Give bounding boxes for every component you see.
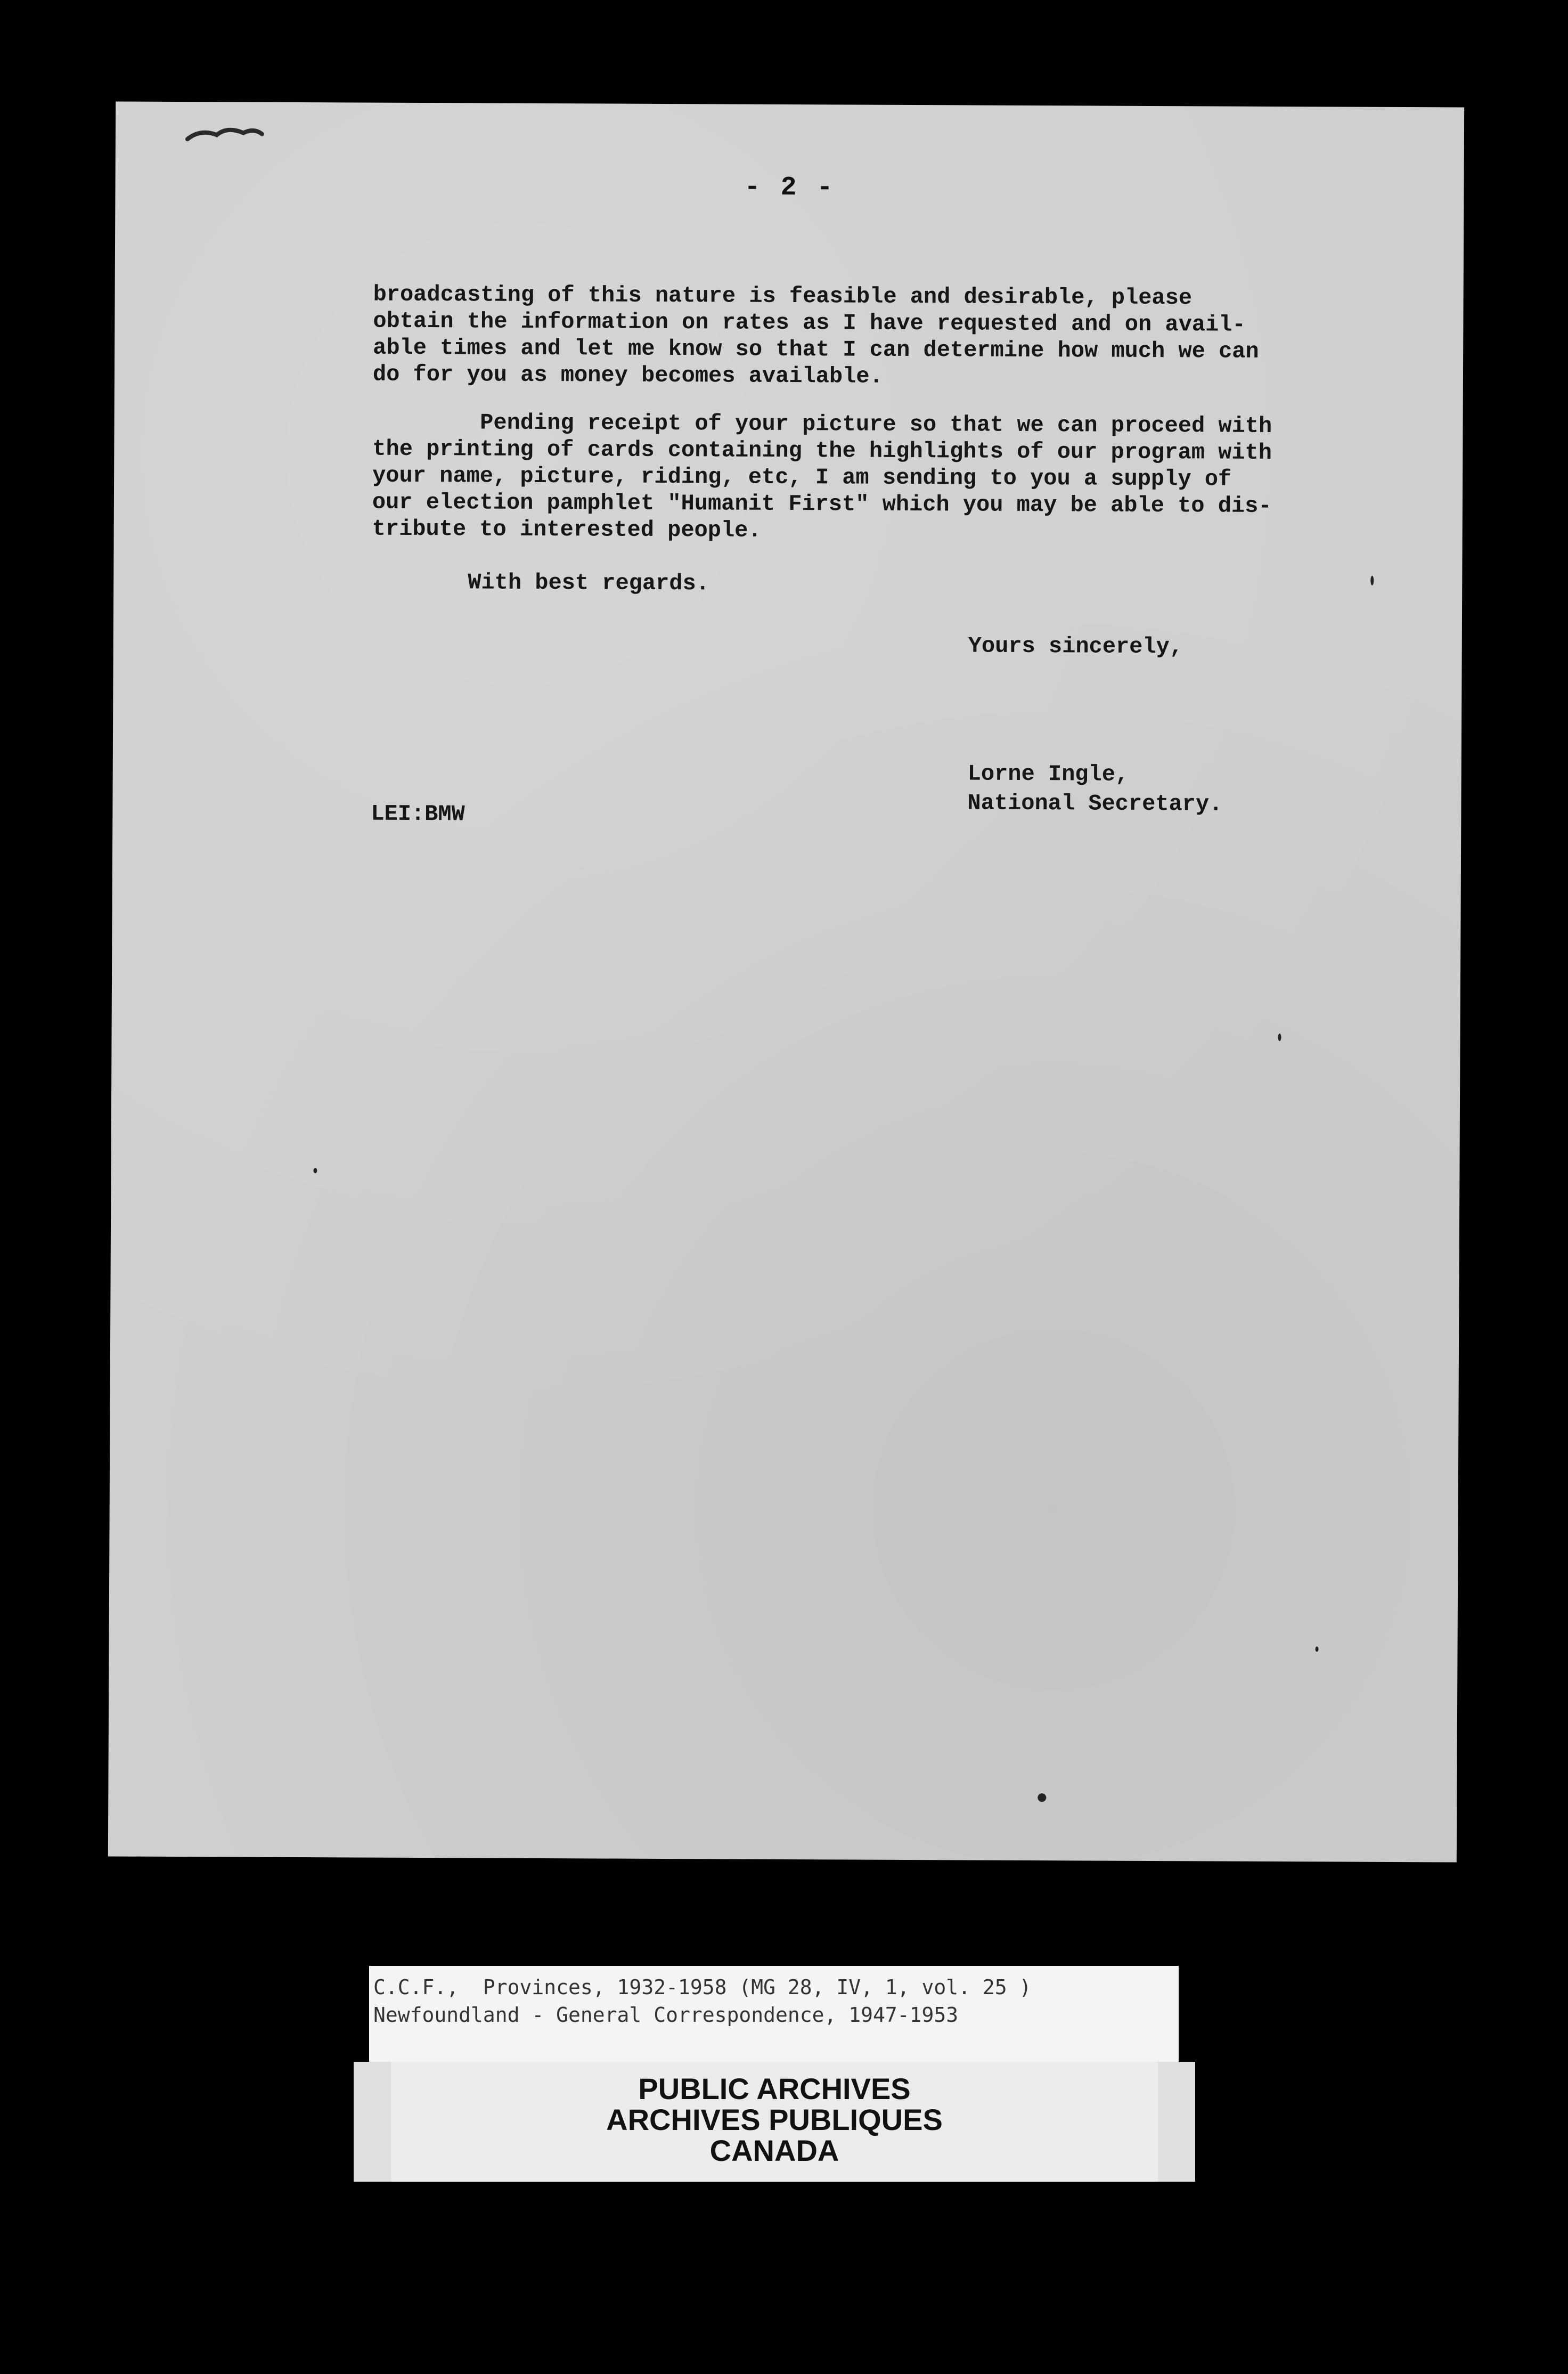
archive-label-collection: C.C.F., Provinces, 1932-1958 (MG 28, IV, 1, vol. 25 ) (373, 1975, 1032, 1999)
letter-paragraph: Pending receipt of your picture so that we can proceed with the printing of cards containing the highlights of our program with your name, picture, riding, etc, I am sending to you a supply of our election pamphlet "Humanit First" which you may be able to dis- tribute to interested people. (372, 409, 1272, 543)
paper-speck (1278, 1034, 1281, 1041)
closing-regards: With best regards. (468, 570, 710, 597)
paper-speck (313, 1168, 317, 1173)
paper-speck (1370, 576, 1374, 586)
archive-label-series: Newfoundland - General Correspondence, 1947-1953 (373, 2003, 959, 2027)
ink-smudge (185, 123, 265, 145)
paper-speck (1316, 1646, 1319, 1652)
page-number: - 2 - (744, 172, 835, 204)
closing-sincerely: Yours sincerely, (968, 633, 1183, 660)
reference-initials: LEI:BMW (371, 801, 465, 827)
letter-page (108, 101, 1464, 1862)
archive-stamp (354, 2062, 1195, 2182)
paper-speck (1038, 1793, 1046, 1802)
letter-paragraph: broadcasting of this nature is feasible and desirable, please obtain the information on rates as I have requested and on avail- able times and let me know so that I can determine how much we can do for you as money becomes available. (372, 281, 1259, 389)
archive-label (369, 1966, 1179, 2067)
signature-name: Lorne Ingle, (967, 761, 1129, 787)
stamp-line-english: PUBLIC ARCHIVES (638, 2072, 911, 2105)
stamp-line-country: CANADA (709, 2134, 839, 2167)
stamp-line-french: ARCHIVES PUBLIQUES (606, 2103, 943, 2136)
signature-title: National Secretary. (967, 790, 1223, 817)
